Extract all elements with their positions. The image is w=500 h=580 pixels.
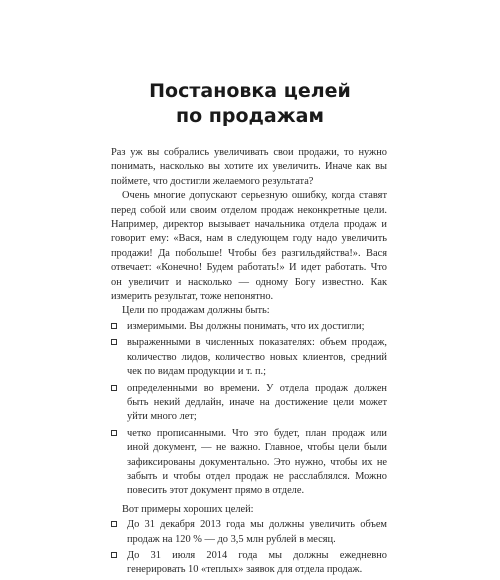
criteria-list xyxy=(111,320,387,499)
list-item-text: измеримыми. Вы должны понимать, что их достигли; xyxy=(127,320,365,332)
chapter-title-line-1: Постановка целей xyxy=(149,80,351,102)
examples-intro: Вот примеры хороших целей: xyxy=(122,503,254,515)
list-item xyxy=(111,518,387,547)
checkbox-bullet-icon xyxy=(111,521,117,527)
examples-list xyxy=(111,518,387,578)
checkbox-bullet-icon xyxy=(111,430,117,436)
mistake-paragraph: Очень многие допускают серьезную ошибку, когда ставят перед собой или своим отделом продаж неконкретные цели. Например, директор вызывает начальника отдела продаж и говорит ему: «Вася, нам в следующем году надо увеличить продажи! Да побольше! Чтобы без разгильдяйства!». Вася отвечает: «Конечно! Будем работать!» И идет работать. Что он увеличит и насколько — одному Богу известно. Как измерить результат, тоже непонятно. xyxy=(111,190,387,303)
list-item xyxy=(111,336,387,379)
chapter-title xyxy=(0,79,500,129)
list-item-text: четко прописанными. Что это будет, план продаж или иной документ, — не важно. Главное, чтобы цели были зафиксированы документально. Это нужно, чтобы их не забыть и чтобы отдел продаж не расслаблялся. Можно повесить этот документ прямо в отделе. xyxy=(127,427,387,497)
checkbox-bullet-icon xyxy=(111,385,117,391)
list-item-text: До 31 июля 2014 года мы должны ежедневно генерировать 10 «теплых» заявок для отдела продаж. xyxy=(127,549,387,576)
list-item-text: определенными во времени. У отдела продаж должен быть некий дедлайн, иначе на достижение цели может уйти много лет; xyxy=(127,382,387,423)
list-item xyxy=(111,320,387,334)
chapter-title-line-2: по продажам xyxy=(175,105,324,127)
chapter-body xyxy=(111,146,387,580)
list-item xyxy=(111,549,387,578)
checkbox-bullet-icon xyxy=(111,339,117,345)
list-item-text: выраженными в численных показателях: объем продаж, количество лидов, количество новых клиентов, средний чек по видам продукции и т. п.; xyxy=(127,337,387,378)
list-item-text: До 31 декабря 2013 года мы должны увеличить объем продаж на 120 % — до 3,5 млн рублей в месяц. xyxy=(127,519,387,545)
list-item xyxy=(111,382,387,425)
checkbox-bullet-icon xyxy=(111,552,117,558)
checkbox-bullet-icon xyxy=(111,323,117,329)
list-item xyxy=(111,427,387,499)
intro-paragraph: Раз уж вы собрались увеличивать свои продажи, то нужно понимать, насколько вы хотите их увеличить. Иначе как вы поймете, что достигли желаемого результата? xyxy=(111,147,387,187)
criteria-intro: Цели по продажам должны быть: xyxy=(122,305,270,317)
